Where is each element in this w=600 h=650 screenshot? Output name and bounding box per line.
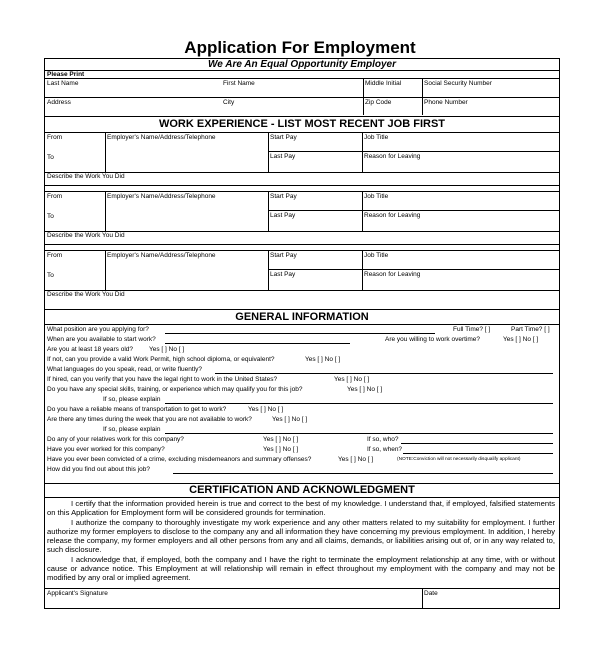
convicted-checkbox[interactable]: Yes [ ] No [ ] xyxy=(338,456,374,463)
to-label: To xyxy=(47,213,54,220)
q-overtime: Are you willing to work overtime? xyxy=(385,336,481,343)
q-start-date: When are you available to start work? xyxy=(47,336,156,343)
last-pay-label: Last Pay xyxy=(270,271,296,278)
address-label: Address xyxy=(47,99,71,106)
worked-before-checkbox[interactable]: Yes [ ] No [ ] xyxy=(263,446,299,453)
work-permit-checkbox[interactable]: Yes [ ] No [ ] xyxy=(305,356,341,363)
employer-label: Employer's Name/Address/Telephone xyxy=(107,193,216,200)
middle-initial-label: Middle Initial xyxy=(365,80,402,87)
from-label: From xyxy=(47,134,63,141)
job-title-label: Job Title xyxy=(364,193,389,200)
certification-text xyxy=(47,499,555,583)
certification-heading: CERTIFICATION AND ACKNOWLEDGMENT xyxy=(189,484,415,496)
employer-label: Employer's Name/Address/Telephone xyxy=(107,134,216,141)
q-find-job: How did you find out about this job? xyxy=(47,466,150,473)
q-work-permit: If not, can you provide a valid Work Permit, high school diploma, or equivalent? xyxy=(47,356,275,363)
if-so-who-label: If so, who? xyxy=(367,436,399,443)
application-form xyxy=(44,58,560,609)
work-experience-heading: WORK EXPERIENCE - LIST MOST RECENT JOB FIRST xyxy=(158,118,446,130)
reason-label: Reason for Leaving xyxy=(364,153,421,160)
form-subtitle: We Are An Equal Opportunity Employer xyxy=(208,59,396,70)
certification-paragraph-3: I acknowledge that, if employed, both the company and I have the right to terminate the employment relationship at any time, with or without cause or advance notice. This Employment at will relationship will remain in effect throughout my employment with the company and may not be modified by any oral or implied agreement. xyxy=(47,554,555,583)
describe-work-label: Describe the Work You Did xyxy=(47,232,125,239)
last-name-label: Last Name xyxy=(47,80,79,87)
job-title-label: Job Title xyxy=(364,134,389,141)
certification-paragraph-1: I certify that the information provided herein is true and correct to the best of my knowledge. I understand that, if employed, falsified statements on this Application for Employment form will be considered grounds for termination. xyxy=(47,499,555,518)
describe-work-label: Describe the Work You Did xyxy=(47,291,125,298)
first-name-label: First Name xyxy=(223,80,255,87)
q-position: What position are you applying for? xyxy=(47,326,149,333)
q-transportation: Do you have a reliable means of transportation to get to work? xyxy=(47,406,227,413)
availability-checkbox[interactable]: Yes [ ] No [ ] xyxy=(272,416,308,423)
full-time-checkbox[interactable]: Full Time? [ ] xyxy=(453,326,491,333)
from-label: From xyxy=(47,252,63,259)
q-convicted: Have you ever been convicted of a crime, excluding misdemeanors and summary offenses? xyxy=(47,456,312,463)
to-label: To xyxy=(47,154,54,161)
form-title: Application For Employment xyxy=(184,38,416,57)
date-field[interactable]: Date xyxy=(424,590,438,597)
legal-right-checkbox[interactable]: Yes [ ] No [ ] xyxy=(334,376,370,383)
q-worked-before: Have you ever worked for this company? xyxy=(47,446,165,453)
zip-label: Zip Code xyxy=(365,99,392,106)
certification-paragraph-2: I authorize the company to thoroughly investigate my work experience and any other matters related to my suitability for employment. I further authorize my former employers to disclose to the company any and all information they have concerning my previous employment. In addition, I hereby release the company, my former employers and all other persons from any and all claims, demands, or liabilities arising out of, or in any way related to, such disclosure. xyxy=(47,517,555,555)
relatives-checkbox[interactable]: Yes [ ] No [ ] xyxy=(263,436,299,443)
q-availability: Are there any times during the week that you are not available to work? xyxy=(47,416,252,423)
overtime-checkbox[interactable]: Yes [ ] No [ ] xyxy=(503,336,539,343)
start-pay-label: Start Pay xyxy=(270,252,297,259)
last-pay-label: Last Pay xyxy=(270,153,296,160)
general-info-heading: GENERAL INFORMATION xyxy=(235,311,369,323)
reason-label: Reason for Leaving xyxy=(364,212,421,219)
last-pay-label: Last Pay xyxy=(270,212,296,219)
transportation-checkbox[interactable]: Yes [ ] No [ ] xyxy=(248,406,284,413)
q-skills: Do you have any special skills, training, or experience which may qualify you for this job? xyxy=(47,386,303,393)
part-time-checkbox[interactable]: Part Time? [ ] xyxy=(511,326,550,333)
describe-work-label: Describe the Work You Did xyxy=(47,173,125,180)
signature-field[interactable]: Applicant's Signature xyxy=(47,590,108,597)
phone-label: Phone Number xyxy=(424,99,468,106)
explain-label-1: If so, please explain xyxy=(103,396,161,403)
to-label: To xyxy=(47,272,54,279)
employer-label: Employer's Name/Address/Telephone xyxy=(107,252,216,259)
ssn-label: Social Security Number xyxy=(424,80,492,87)
please-print-label: Please Print xyxy=(47,71,85,78)
q-legal-right: If hired, can you verify that you have the legal right to work in the United States? xyxy=(47,376,278,383)
start-pay-label: Start Pay xyxy=(270,193,297,200)
q-relatives: Do any of your relatives work for this company? xyxy=(47,436,184,443)
job-title-label: Job Title xyxy=(364,252,389,259)
start-pay-label: Start Pay xyxy=(270,134,297,141)
conviction-note: (NOTE:Conviction will not necessarily disqualify applicant) xyxy=(397,457,521,462)
explain-label-2: If so, please explain xyxy=(103,426,161,433)
city-label: City xyxy=(223,99,235,106)
skills-checkbox[interactable]: Yes [ ] No [ ] xyxy=(347,386,383,393)
reason-label: Reason for Leaving xyxy=(364,271,421,278)
if-so-when-label: If so, when? xyxy=(367,446,403,453)
age-checkbox[interactable]: Yes [ ] No [ ] xyxy=(149,346,185,353)
q-languages: What languages do you speak, read, or write fluently? xyxy=(47,366,203,373)
from-label: From xyxy=(47,193,63,200)
q-age: Are you at least 18 years old? xyxy=(47,346,133,353)
